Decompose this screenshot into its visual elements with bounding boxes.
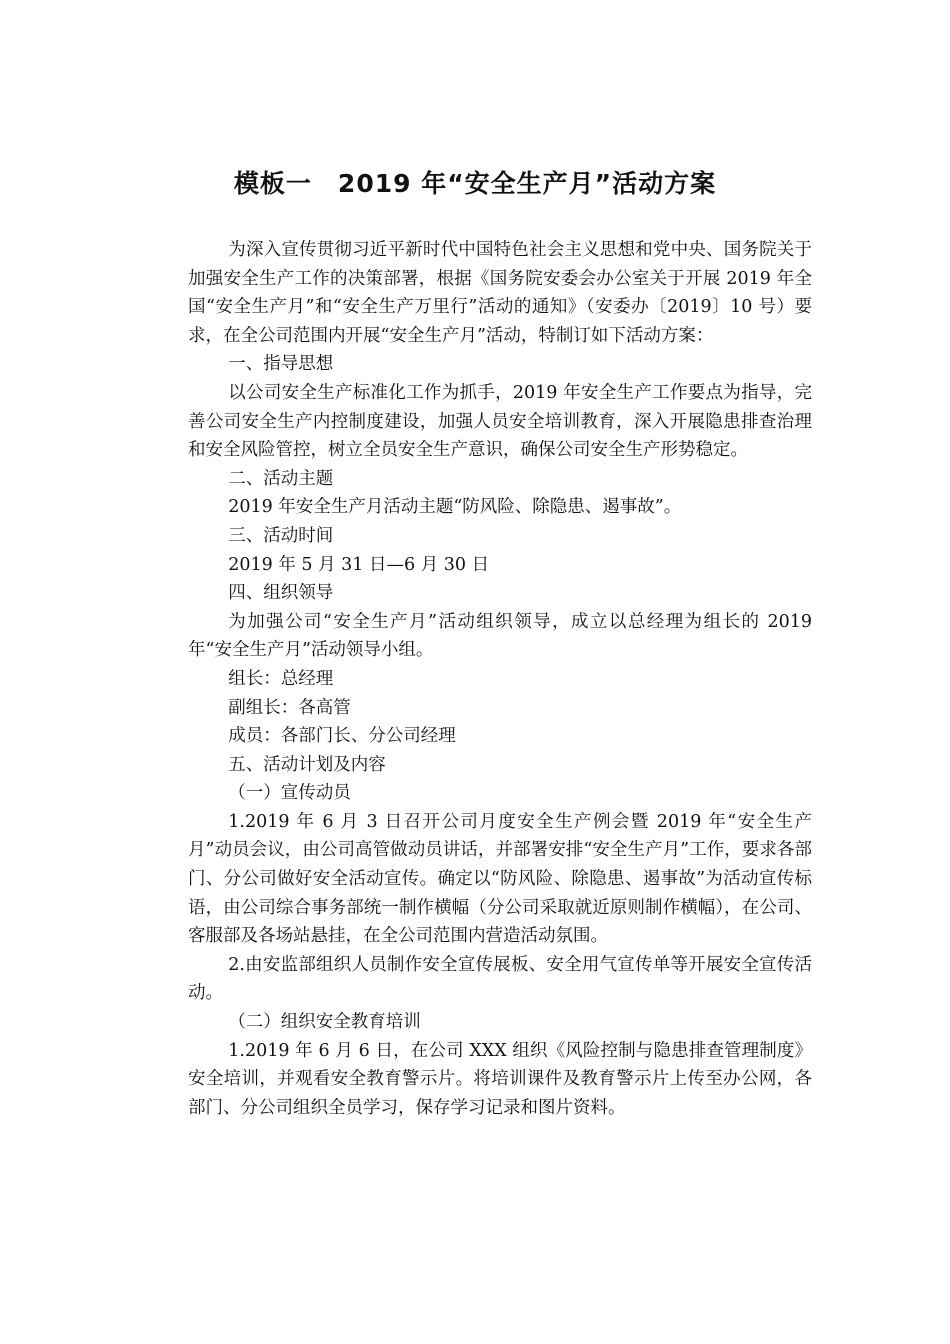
paragraph-publicity-2: 2.由安监部组织人员制作安全宣传展板、安全用气宣传单等开展安全宣传活动。 [188,954,812,1004]
heading-activity-plan: 五、活动计划及内容 [228,754,386,775]
paragraph-publicity-1: 1.2019 年 6 月 3 日召开公司月度安全生产例会暨 2019 年“安全生产月”动员会议，由公司高管做动员讲话，并部署安排“安全生产月”工作，要求各部门、分公司做好安全活动宣传。确定以“防风险、除隐患、遏事故”为活动宣传标语，由公司综合事务部统一制作横幅（分公司采取就近原则制作横幅），在公司、客服部及各场站悬挂，在全公司范围内营造活动氛围。 [188,811,812,947]
paragraph-activity-time: 2019 年 5 月 31 日—6 月 30 日 [228,554,490,575]
heading-guiding-ideology: 一、指导思想 [228,354,334,375]
paragraph-group-leader: 组长：总经理 [228,668,334,689]
paragraph-deputy-leader: 副组长：各高管 [228,697,351,718]
heading-organization: 四、组织领导 [228,583,334,604]
heading-activity-theme: 二、活动主题 [228,468,334,489]
heading-activity-time: 三、活动时间 [228,525,334,546]
document-body [188,236,812,1122]
subheading-publicity: （一）宣传动员 [228,783,351,804]
paragraph-members: 成员：各部门长、分公司经理 [228,726,456,747]
subheading-training: （二）组织安全教育培训 [228,1012,421,1033]
paragraph-organization: 为加强公司“安全生产月”活动组织领导，成立以总经理为组长的 2019 年“安全生产月”活动领导小组。 [188,611,812,661]
document-title: 模板一 2019 年“安全生产月”活动方案 [233,169,717,198]
paragraph-training-1: 1.2019 年 6 月 6 日，在公司 XXX 组织《风险控制与隐患排查管理制度》安全培训，并观看安全教育警示片。将培训课件及教育警示片上传至办公网，各部门、分公司组织全员学习，保存学习记录和图片资料。 [188,1040,812,1118]
paragraph-intro: 为深入宣传贯彻习近平新时代中国特色社会主义思想和党中央、国务院关于加强安全生产工作的决策部署，根据《国务院安委会办公室关于开展 2019 年全国“安全生产月”和“安全生产万里行”活动的通知》（安委办〔2019〕10 号）要求，在全公司范围内开展“安全生产月”活动，特制订如下活动方案： [188,240,812,346]
paragraph-guiding-ideology: 以公司安全生产标准化工作为抓手，2019 年安全生产工作要点为指导，完善公司安全生产内控制度建设，加强人员安全培训教育，深入开展隐患排查治理和安全风险管控，树立全员安全生产意识，确保公司安全生产形势稳定。 [188,382,812,461]
paragraph-activity-theme: 2019 年安全生产月活动主题“防风险、除隐患、遏事故”。 [228,497,682,518]
